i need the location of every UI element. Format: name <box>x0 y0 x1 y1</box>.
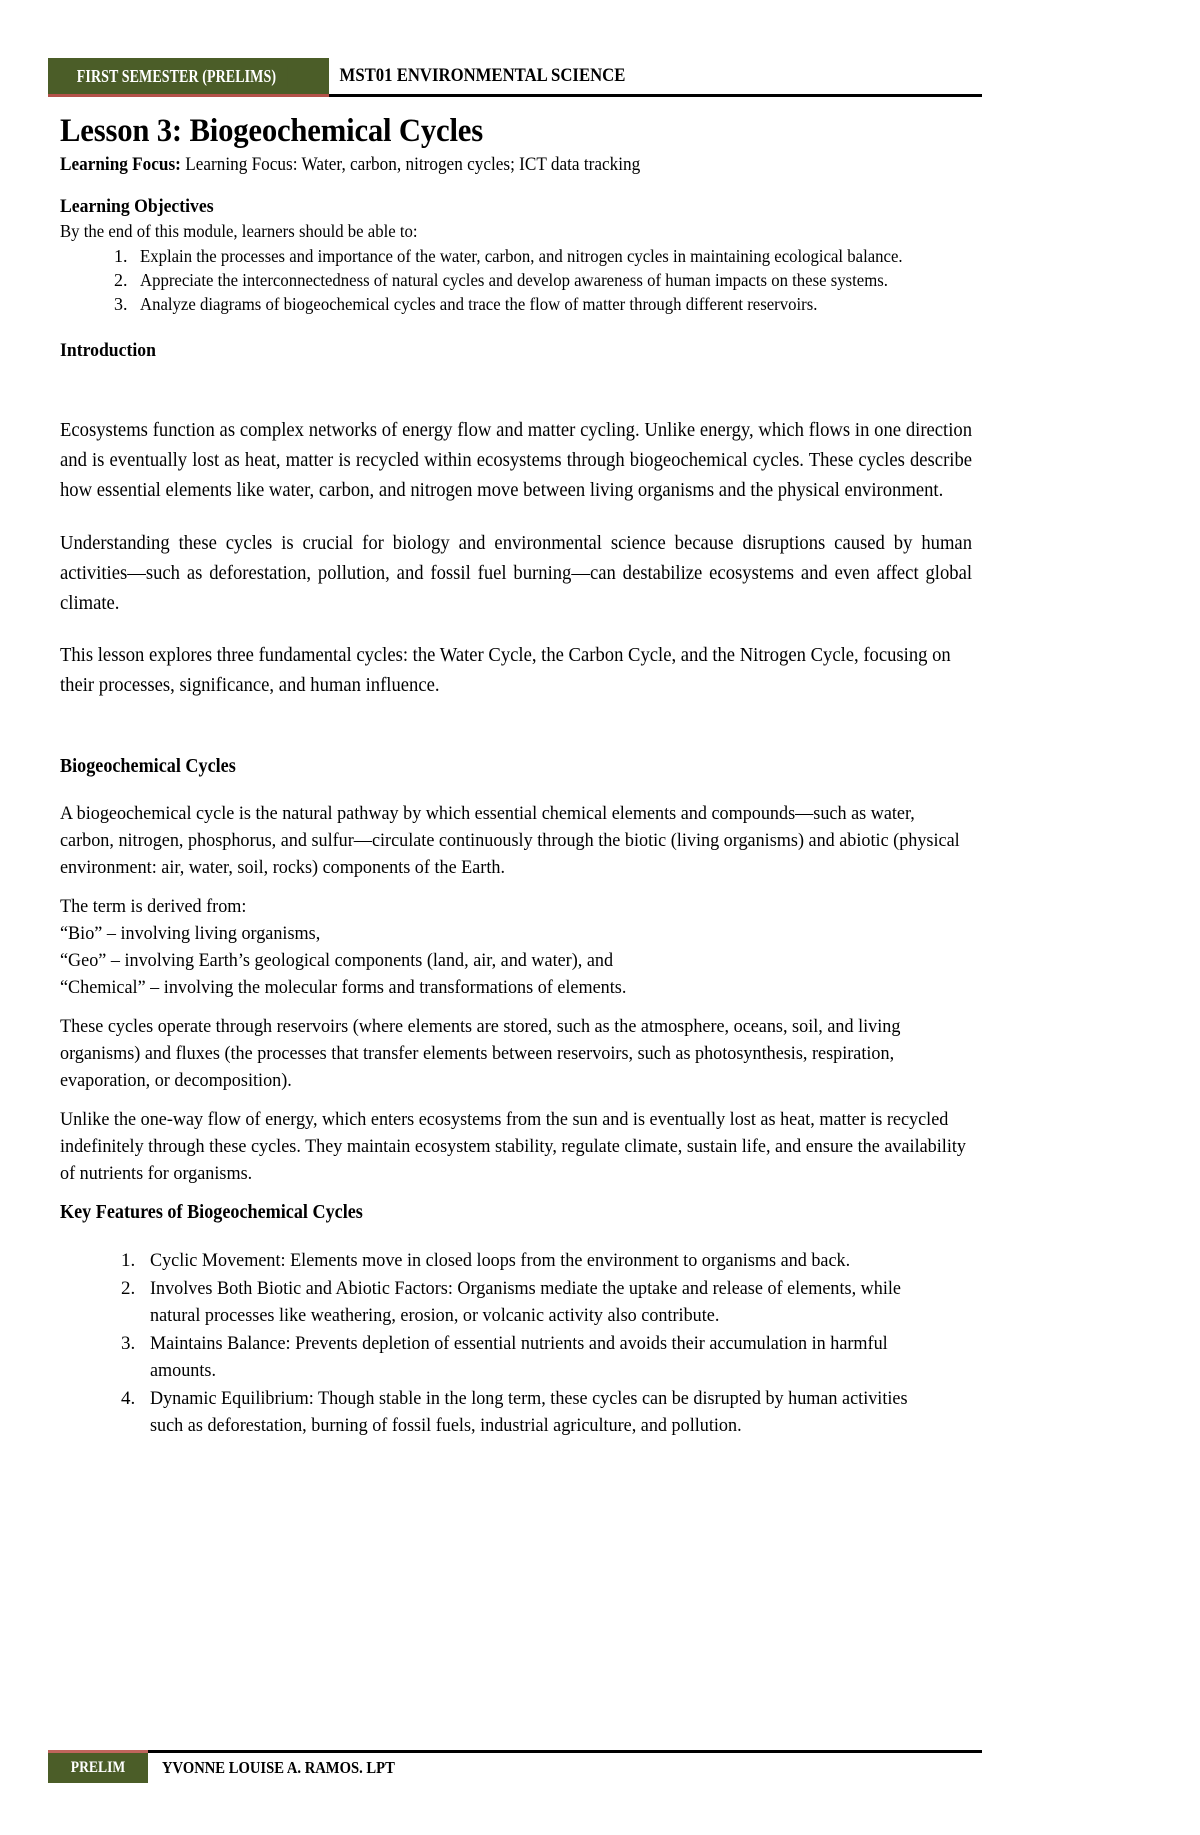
author-name: YVONNE LOUISE A. RAMOS. LPT <box>162 1758 395 1777</box>
derivation-line-chemical: “Chemical” – involving the molecular forms and transformations of elements. <box>60 976 627 998</box>
learning-focus <box>60 153 908 177</box>
list-item <box>132 269 972 293</box>
introduction-paragraph-2: Understanding these cycles is crucial for biology and environmental science because disruptions caused by human activities—such as deforestation, pollution, and fossil fuel burning—can destabilize ecosystems and even affect global climate. <box>60 532 973 615</box>
derivation-lead: The term is derived from: <box>60 895 247 917</box>
header-rule <box>48 94 982 97</box>
objectives-heading: Learning Objectives <box>60 195 214 217</box>
page-title: Lesson 3: Biogeochemical Cycles <box>60 113 483 149</box>
key-feature-text: 2. Involves Both Biotic and Abiotic Factors: Organisms mediate the uptake and release of elements, while natural processes like weathering, erosion, or volcanic activity also contribute. <box>150 1277 902 1327</box>
course-title: MST01 ENVIRONMENTAL SCIENCE <box>339 65 626 86</box>
stability-paragraph: Unlike the one-way flow of energy, which enters ecosystems from the sun and is eventually lost as heat, matter is recycled indefinitely through these cycles. They maintain ecosystem stability, regulate climate, sustain life, and ensure the availability of nutrients for organisms. <box>60 1108 966 1184</box>
term-badge <box>48 1753 148 1783</box>
reservoirs-paragraph: These cycles operate through reservoirs (where elements are stored, such as the atmosphere, oceans, soil, and living organisms) and fluxes (the processes that transfer elements between reservoirs, such as photosynthesis, respiration, evaporation, or decomposition). <box>60 1015 901 1091</box>
list-item <box>140 1330 972 1385</box>
header-rule-accent <box>48 94 329 97</box>
objectives-list <box>60 245 972 317</box>
semester-badge <box>48 58 329 94</box>
list-item <box>140 1275 972 1330</box>
objectives-lead: By the end of this module, learners should be able to: <box>60 220 418 241</box>
cycles-definition: A biogeochemical cycle is the natural pathway by which essential chemical elements and compounds—such as water, carbon, nitrogen, phosphorus, and sulfur—circulate continuously through the biotic (living organisms) and abiotic (physical environment: air, water, soil, rocks) components of the Earth. <box>60 803 960 878</box>
list-item <box>140 1247 972 1275</box>
key-feature-text: 3. Maintains Balance: Prevents depletion of essential nutrients and avoids their accumulation in harmful amounts. <box>150 1332 888 1382</box>
objective-text: 3. Analyze diagrams of biogeochemical cycles and trace the flow of matter through different reservoirs. <box>140 294 818 315</box>
key-features-heading: Key Features of Biogeochemical Cycles <box>60 1201 363 1223</box>
document-footer <box>48 1750 982 1783</box>
list-item <box>132 293 972 317</box>
author-credit <box>148 1753 433 1783</box>
semester-badge-label: FIRST SEMESTER (PRELIMS) <box>48 66 287 87</box>
key-feature-text: 4. Dynamic Equilibrium: Though stable in the long term, these cycles can be disrupted by human activities such as deforestation, burning of fossil fuels, industrial agriculture, and pollution. <box>150 1387 908 1437</box>
objective-text: 1. Explain the processes and importance of the water, carbon, and nitrogen cycles in maintaining ecological balance. <box>140 246 903 267</box>
key-features-list <box>60 1247 972 1440</box>
term-badge-label: PRELIM <box>70 1759 126 1776</box>
header-rule-black <box>329 94 982 97</box>
document-header <box>48 58 982 96</box>
list-item <box>140 1385 972 1440</box>
derivation-line-bio: “Bio” – involving living organisms, <box>60 922 321 944</box>
list-item <box>132 245 972 269</box>
document-body <box>60 112 972 1440</box>
learning-focus-label: Learning Focus: <box>60 154 181 175</box>
derivation-line-geo: “Geo” – involving Earth’s geological components (land, air, and water), and <box>60 949 614 971</box>
introduction-paragraph-1: Ecosystems function as complex networks of energy flow and matter cycling. Unlike energy, which flows in one direction and is eventually lost as heat, matter is recycled within ecosystems through biogeochemical cycles. These cycles describe how essential elements like water, carbon, and nitrogen move between living organisms and the physical environment. <box>60 419 973 502</box>
key-feature-text: 1. Cyclic Movement: Elements move in closed loops from the environment to organisms and back. <box>150 1249 851 1271</box>
header-row <box>48 58 982 94</box>
introduction-paragraph-3: This lesson explores three fundamental cycles: the Water Cycle, the Carbon Cycle, and the Nitrogen Cycle, focusing on their processes, significance, and human influence. <box>60 645 951 697</box>
cycles-section-heading: Biogeochemical Cycles <box>60 755 236 777</box>
learning-focus-text: Learning Focus: Water, carbon, nitrogen cycles; ICT data tracking <box>185 154 641 175</box>
footer-row <box>48 1753 982 1783</box>
objective-text: 2. Appreciate the interconnectedness of natural cycles and develop awareness of human impacts on these systems. <box>140 270 888 291</box>
introduction-heading: Introduction <box>60 340 156 362</box>
